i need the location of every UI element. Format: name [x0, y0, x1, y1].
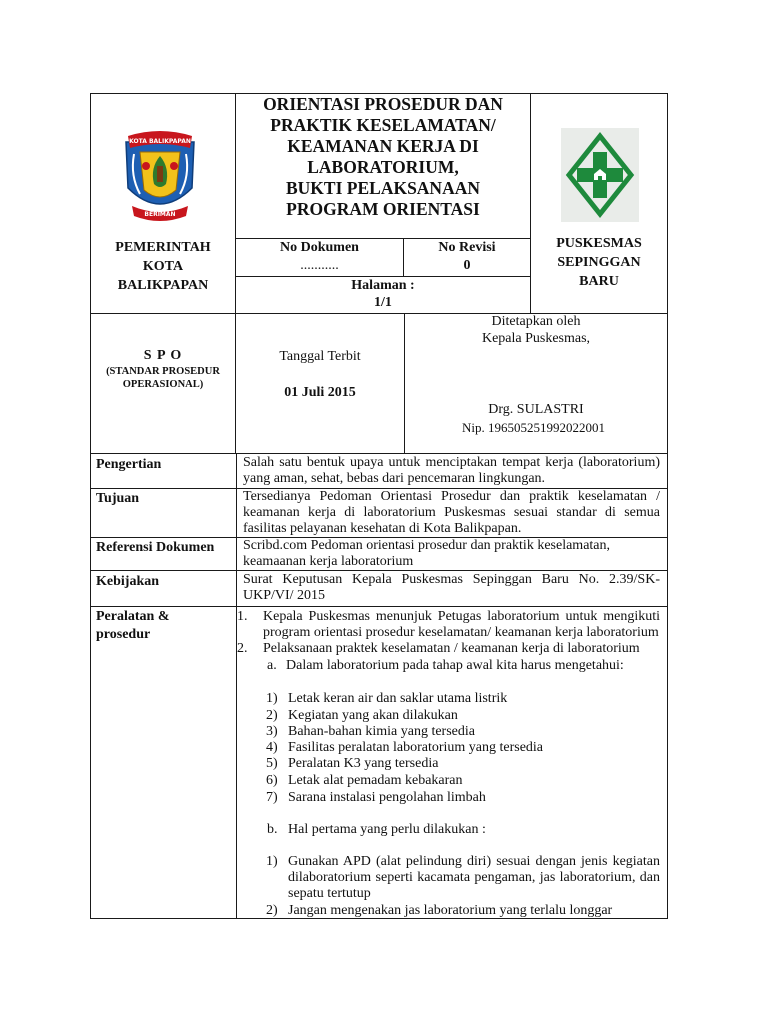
nip-line — [462, 420, 605, 436]
emblem-banner-bottom-text: BERIMAN — [144, 211, 176, 218]
title-line-5: BUKTI PELAKSANAAN — [286, 178, 480, 198]
list-a-7-number: 7) — [266, 790, 278, 805]
org-right-line-2: SEPINGGAN — [557, 255, 641, 270]
signer-name: Drg. SULASTRI — [488, 402, 584, 417]
tujuan-text: Tersedianya Pedoman Orientasi Prosedur dan praktik keselamatan / keamanan kerja di laboratorium Puskesmas sesuai standar di semua fasilitas pelayanan kesehatan di Kota Balikpapan. — [243, 489, 660, 536]
list-a-1-text: Letak keran air dan saklar utama listrik — [288, 691, 508, 706]
org-left-line-2: KOTA — [142, 259, 184, 274]
sub-b-number: b. — [267, 822, 278, 837]
nip-value: 196505251992022001 — [488, 420, 605, 435]
tanggal-terbit-value: 01 Juli 2015 — [284, 385, 356, 400]
peralatan-label-line-2: prosedur — [96, 627, 151, 642]
sub-a-number: a. — [267, 658, 277, 673]
document-title — [238, 94, 528, 220]
list-b-1-number: 1) — [266, 854, 278, 869]
org-left-line-1: PEMERINTAH — [115, 240, 211, 255]
list-a-2-text: Kegiatan yang akan dilakukan — [288, 708, 458, 723]
org-right-line-3: BARU — [579, 274, 619, 289]
referensi-text-line-1: Scribd.com Pedoman orientasi prosedur dan praktik keselamatan, — [243, 538, 611, 553]
no-revisi-value: 0 — [463, 258, 471, 273]
row-line-kebijakan — [90, 570, 668, 571]
emblem-banner-top-text: KOTA BALIKPAPAN — [129, 138, 191, 145]
list-a-2-number: 2) — [266, 708, 278, 723]
item-2-text: Pelaksanaan praktek keselamatan / keamanan kerja di laboratorium — [263, 641, 640, 656]
pengertian-label: Pengertian — [96, 457, 162, 472]
title-line-2: PRAKTIK KESELAMATAN/ — [270, 115, 496, 135]
nip-label: Nip. — [462, 420, 485, 435]
list-a-5-text: Peralatan K3 yang tersedia — [288, 756, 439, 771]
org-right-line-1: PUSKESMAS — [556, 236, 642, 251]
spo-subtitle-line-2: OPERASIONAL) — [122, 379, 204, 390]
list-a-5-number: 5) — [266, 756, 278, 771]
ditetapkan-line-2: Kepala Puskesmas, — [481, 331, 591, 346]
ditetapkan-line-1: Ditetapkan oleh — [491, 314, 581, 329]
title-line-1: ORIENTASI PROSEDUR DAN — [263, 94, 503, 114]
doc-info-line-top — [235, 238, 531, 239]
table-border-right — [667, 93, 668, 918]
list-a-1-number: 1) — [266, 691, 278, 706]
kota-balikpapan-emblem — [120, 128, 200, 224]
list-a-6-number: 6) — [266, 773, 278, 788]
sub-b-text: Hal pertama yang perlu dilakukan : — [288, 822, 486, 837]
halaman-label: Halaman : — [351, 278, 415, 293]
tujuan-label: Tujuan — [96, 491, 140, 506]
spo-subtitle-line-1: (STANDAR PROSEDUR — [106, 366, 220, 377]
referensi-text-line-2: keamaanan kerja laboratorium — [243, 554, 414, 569]
list-a-7-text: Sarana instalasi pengolahan limbah — [288, 790, 486, 805]
org-left-line-3: BALIKPAPAN — [117, 278, 209, 293]
item-1-number: 1. — [237, 609, 248, 624]
no-dokumen-label: No Dokumen — [280, 240, 359, 255]
item-2-number: 2. — [237, 641, 248, 656]
kebijakan-text: Surat Keputusan Kepala Puskesmas Sepinggan Baru No. 2.39/SK-UKP/VI/ 2015 — [243, 572, 660, 603]
list-a-6-text: Letak alat pemadam kebakaran — [288, 773, 463, 788]
list-a-4-text: Fasilitas peralatan laboratorium yang tersedia — [288, 740, 544, 755]
list-b-2-number: 2) — [266, 903, 278, 918]
sub-a-text: Dalam laboratorium pada tahap awal kita harus mengetahui: — [286, 658, 624, 673]
pengertian-text: Salah satu bentuk upaya untuk menciptakan tempat kerja (laboratorium) yang aman, sehat, bebas dari pencemaran lingkungan. — [243, 455, 660, 486]
title-line-3: KEAMANAN KERJA DI — [287, 136, 479, 156]
doc-info-line-mid — [235, 276, 531, 277]
spo-bottom-line — [90, 453, 668, 454]
title-line-6: PROGRAM ORIENTASI — [286, 199, 480, 219]
halaman-value: 1/1 — [374, 295, 392, 310]
kebijakan-label: Kebijakan — [96, 574, 160, 589]
list-a-3-number: 3) — [266, 724, 278, 739]
table-border-left — [90, 93, 91, 918]
title-line-4: LABORATORIUM, — [307, 157, 459, 177]
peralatan-label-line-1: Peralatan & — [96, 609, 170, 624]
spo-divider-left — [235, 313, 236, 453]
referensi-label: Referensi Dokumen — [96, 540, 215, 555]
list-a-4-number: 4) — [266, 740, 278, 755]
tanggal-terbit-label: Tanggal Terbit — [279, 349, 361, 364]
row-line-peralatan — [90, 606, 668, 607]
item-1-text: Kepala Puskesmas menunjuk Petugas laboratorium untuk mengikuti program orientasi prosedur keselamatan/ keamanan kerja laboratorium — [263, 609, 660, 640]
no-dokumen-value: ........... — [300, 258, 339, 273]
puskesmas-logo — [561, 128, 639, 222]
spo-title: S P O — [143, 348, 183, 363]
no-revisi-label: No Revisi — [438, 240, 496, 255]
list-b-1-text: Gunakan APD (alat pelindung diri) sesuai dengan jenis kegiatan dilaboratorium seperti kacamata pengaman, jas laboratorium, dan sepatu tertutup — [288, 854, 660, 901]
list-a-3-text: Bahan-bahan kimia yang tersedia — [288, 724, 475, 739]
body-label-divider — [236, 453, 237, 918]
list-b-2-text: Jangan mengenakan jas laboratorium yang terlalu longgar — [288, 903, 613, 918]
